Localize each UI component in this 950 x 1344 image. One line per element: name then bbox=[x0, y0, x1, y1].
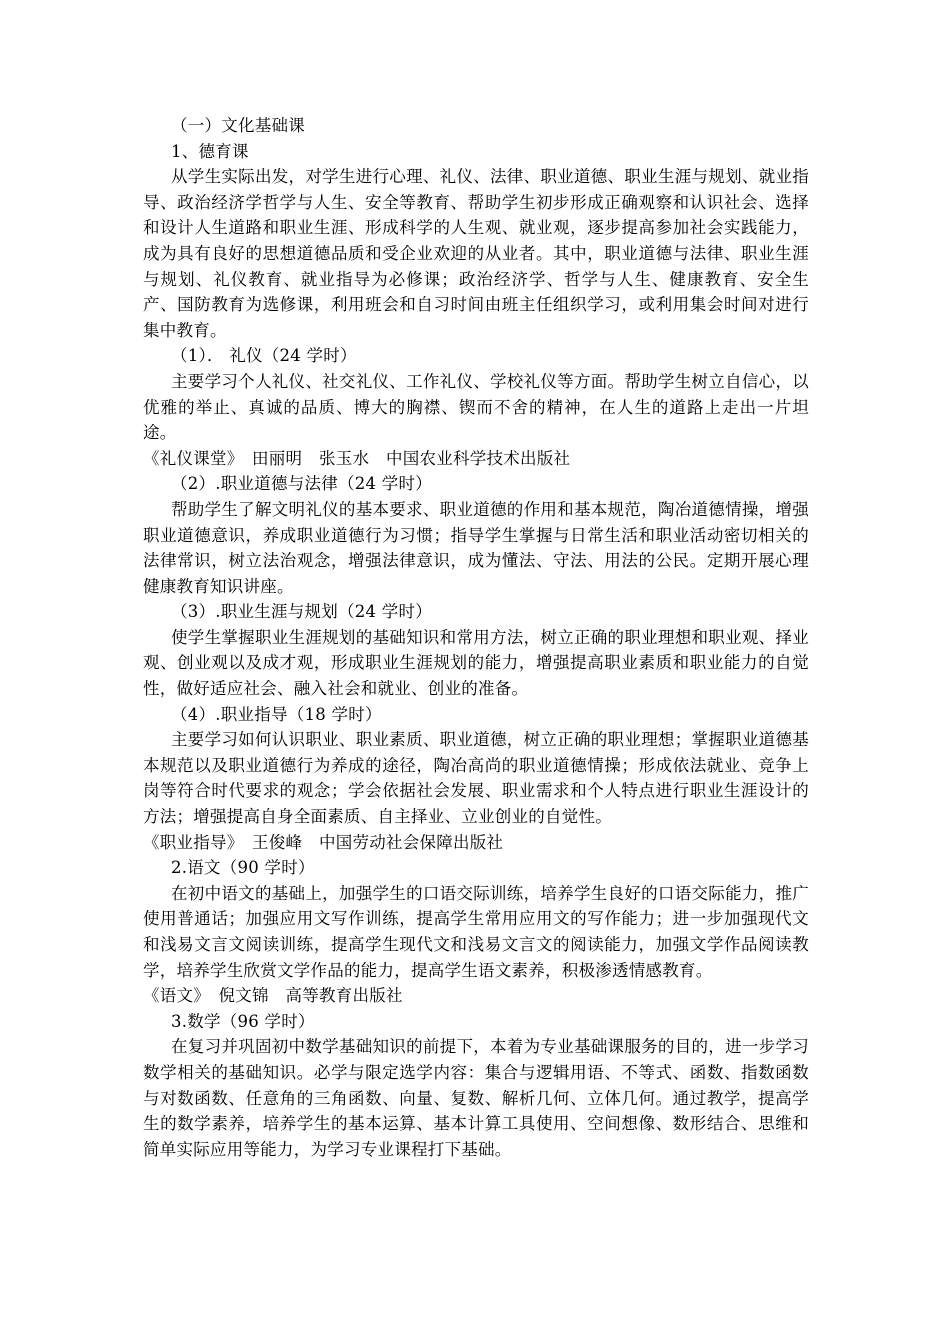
etiquette-heading: （1）． 礼仪（24 学时） bbox=[171, 346, 357, 366]
section-title: （一）文化基础课 bbox=[171, 116, 305, 135]
document-page bbox=[143, 113, 809, 1162]
math-heading: 3.数学（96 学时） bbox=[171, 1011, 315, 1031]
chinese-heading: 2.语文（90 学时） bbox=[171, 858, 315, 878]
moral-heading: 1、德育课 bbox=[171, 141, 249, 161]
ethics-law-body: 帮助学生了解文明礼仪的基本要求、职业道德的作用和基本规范，陶冶道德情操，增强职业道德意识，养成职业道德行为习惯；指导学生掌握与日常生活和职业活动密切相关的法律常识，树立法治观念，增强法律意识，成为懂法、守法、用法的公民。定期开展心理健康教育知识讲座。 bbox=[143, 499, 809, 596]
ethics-law-heading: （2）.职业道德与法律（24 学时） bbox=[171, 474, 432, 494]
career-planning-body: 使学生掌握职业生涯规划的基础知识和常用方法，树立正确的职业理想和职业观、择业观、创业观以及成才观，形成职业生涯规划的能力，增强提高职业素质和职业能力的自觉性，做好适应社会、融入社会和就业、创业的准备。 bbox=[143, 627, 809, 699]
chinese-body: 在初中语文的基础上，加强学生的口语交际训练，培养学生良好的口语交际能力，推广使用普通话；加强应用文写作训练，提高学生常用应用文的写作能力；进一步加强现代文和浅易文言文阅读训练，提高学生现代文和浅易文言文的阅读能力，加强文学作品阅读教学，培养学生欣赏文学作品的能力，提高学生语文素养，积极渗透情感教育。 bbox=[143, 883, 809, 980]
moral-intro: 从学生实际出发，对学生进行心理、礼仪、法律、职业道德、职业生涯与规划、就业指导、政治经济学哲学与人生、安全等教育、帮助学生初步形成正确观察和认识社会、选择和设计人生道路和职业生涯、形成科学的人生观、就业观，逐步提高参加社会实践能力，成为具有良好的思想道德品质和受企业欢迎的从业者。其中，职业道德与法律、职业生涯与规划、礼仪教育、就业指导为必修课；政治经济学、哲学与人生、健康教育、安全生产、国防教育为选修课，利用班会和自习时间由班主任组织学习，或利用集会时间对进行集中教育。 bbox=[143, 167, 809, 340]
math-body: 在复习并巩固初中数学基础知识的前提下，本着为专业基础课服务的目的，进一步学习数学相关的基础知识。必学与限定选学内容：集合与逻辑用语、不等式、函数、指数函数与对数函数、任意角的三角函数、向量、复数、解析几何、立体几何。通过教学，提高学生的数学素养，培养学生的基本运算、基本计算工具使用、空间想像、数形结合、思维和简单实际应用等能力，为学习专业课程打下基础。 bbox=[143, 1037, 809, 1159]
career-guidance-textbook: 《职业指导》 王俊峰 中国劳动社会保障出版社 bbox=[143, 832, 504, 852]
career-planning-heading: （3）.职业生涯与规划（24 学时） bbox=[171, 602, 432, 622]
chinese-textbook: 《语文》 倪文锦 高等教育出版社 bbox=[143, 986, 403, 1006]
career-guidance-heading: （4）.职业指导（18 学时） bbox=[171, 704, 382, 724]
etiquette-body: 主要学习个人礼仪、社交礼仪、工作礼仪、学校礼仪等方面。帮助学生树立自信心，以优雅的举止、真诚的品质、博大的胸襟、锲而不舍的精神，在人生的道路上走出一片坦途。 bbox=[143, 371, 809, 443]
career-guidance-body: 主要学习如何认识职业、职业素质、职业道德，树立正确的职业理想；掌握职业道德基本规范以及职业道德行为养成的途径，陶冶高尚的职业道德情操；形成依法就业、竞争上岗等符合时代要求的观念；学会依据社会发展、职业需求和个人特点进行职业生涯设计的方法；增强提高自身全面素质、自主择业、立业创业的自觉性。 bbox=[143, 730, 809, 827]
etiquette-textbook: 《礼仪课堂》 田丽明 张玉水 中国农业科学技术出版社 bbox=[143, 448, 571, 468]
